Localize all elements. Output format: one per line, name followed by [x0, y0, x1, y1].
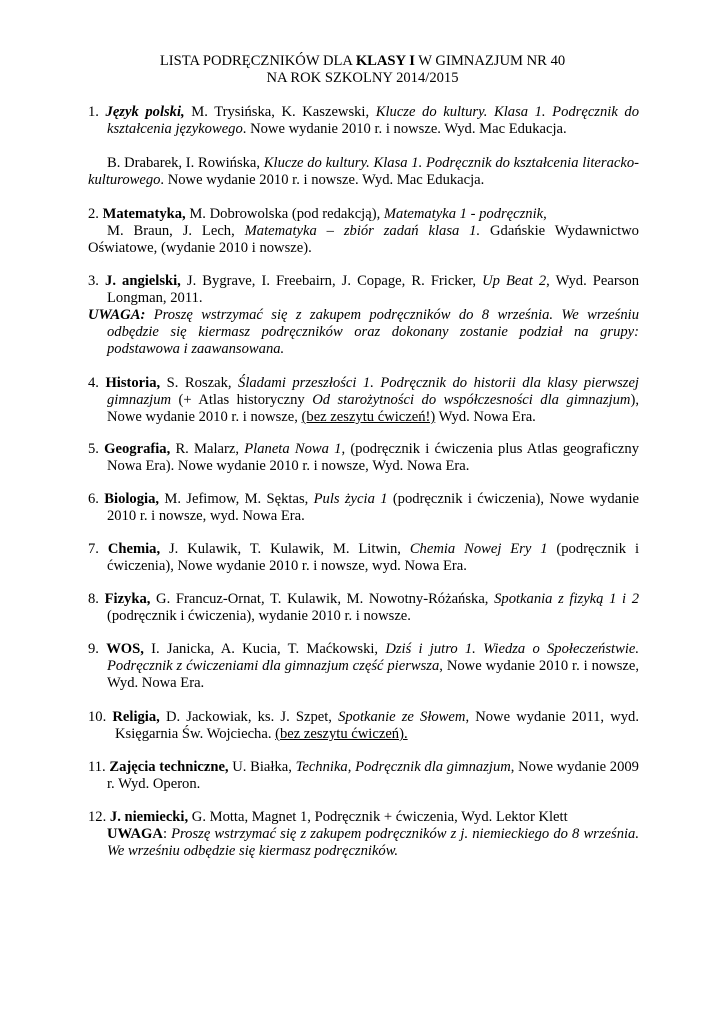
book-title: Klucze do kultury. Klasa 1. Podręcznik do kształcenia literacko-kulturowego [88, 155, 639, 188]
entry-niemiecki-note [88, 826, 639, 860]
atlas-title: Od starożytności do współczesności dla gimnazjum [312, 392, 631, 408]
authors: R. Malarz, [170, 441, 245, 457]
item-number: 10. [88, 709, 113, 725]
publication-info: , Nowe wydanie 2010 r. i nowsze, Wyd. Nowa Era. [107, 658, 639, 691]
entry-zajecia [88, 759, 639, 793]
item-number: 7. [88, 541, 108, 557]
book-title: Matematyka – zbiór zadań klasa 1. [244, 223, 481, 239]
entry-polski-part1 [88, 104, 639, 138]
item-number: 8. [88, 591, 105, 607]
entry-matematyka-part2 [88, 223, 639, 257]
item-number: 5. [88, 441, 105, 457]
item-number: 1. [88, 104, 106, 120]
subject-name: J. niemiecki, [109, 809, 189, 825]
entry-polski-part2 [88, 155, 639, 189]
authors: B. Drabarek, I. Rowińska, [107, 155, 264, 171]
subject-name: Religia, [112, 709, 160, 725]
publication-info: Gdańskie Wydawnictwo Oświatowe, (wydanie 2010 i nowsze). [88, 223, 639, 256]
publisher: Wyd. Nowa Era. [435, 409, 536, 425]
subject-name: Zajęcia techniczne, [109, 759, 229, 775]
entry-biologia-main [88, 491, 639, 525]
book-title: Dziś i jutro 1. Wiedza o Społeczeństwie. Podręcznik z ćwiczeniami dla gimnazjum część pierwsza [107, 641, 640, 674]
title-class-bold: KLASY I [355, 53, 415, 69]
authors: M. Trysińska, K. Kaszewski, [184, 104, 376, 120]
publication-info: (podręcznik i ćwiczenia), Nowe wydanie 2010 r. i nowsze, wyd. Nowa Era. [107, 541, 640, 574]
authors: J. Kulawik, T. Kulawik, M. Litwin, [160, 541, 410, 557]
book-title: Spotkania z fizyką 1 i 2 [494, 591, 640, 607]
subject-name: Matematyka, [102, 206, 186, 222]
book-title: Klucze do kultury. Klasa 1. Podręcznik do kształcenia językowego [107, 104, 639, 137]
entry-angielski-note [88, 307, 639, 358]
entry-polski [88, 104, 639, 189]
note-text: Proszę wstrzymać się z zakupem podręczników do 8 września. We wrześniu odbędzie się kiermasz podręczników oraz dokonany zostanie podział na grupy: podstawowa i zaawansowana. [107, 307, 639, 357]
entry-religia [88, 709, 639, 743]
authors: U. Białka, [228, 759, 296, 775]
subject-name: Geografia, [104, 441, 171, 457]
publication-info: , Nowe wydanie 2009 r. Wyd. Operon. [107, 759, 639, 792]
book-title: Up Beat 2 [482, 273, 547, 289]
authors: M. Braun, J. Lech, [107, 223, 245, 239]
title-line-2: NA ROK SZKOLNY 2014/2015 [266, 70, 459, 86]
publication-info: , Wyd. Pearson Longman, 2011. [107, 273, 639, 306]
publication-info: (podręcznik i ćwiczenia), wydanie 2010 r. i nowsze. [107, 608, 411, 624]
authors: I. Janicka, A. Kucia, T. Maćkowski, [143, 641, 386, 657]
no-workbook-note: (bez zeszytu ćwiczeń). [275, 726, 408, 742]
entry-angielski [88, 273, 639, 358]
book-title: Puls życia 1 [313, 491, 388, 507]
publication-info: . Nowe wydanie 2010 r. i nowsze. Wyd. Mac Edukacja. [242, 121, 567, 137]
title-text: LISTA PODRĘCZNIKÓW DLA [159, 53, 356, 69]
no-workbook-note: (bez zeszytu ćwiczeń!) [301, 409, 436, 425]
authors: M. Dobrowolska (pod redakcją), [185, 206, 384, 222]
note-label: UWAGA: [88, 307, 146, 323]
entry-biologia [88, 491, 639, 525]
atlas-prefix: (+ Atlas historyczny [171, 392, 313, 408]
publication-info: G. Motta, Magnet 1, Podręcznik + ćwiczenia, Wyd. Lektor Klett [188, 809, 568, 825]
entry-niemiecki-main [88, 809, 639, 826]
entry-chemia-main [88, 541, 639, 575]
subject-name: Historia, [105, 375, 161, 391]
item-number: 12. [88, 809, 110, 825]
publication-info: , Nowe wydanie 2011, wyd. Księgarnia Św. Wojciecha. [115, 709, 639, 742]
item-number: 9. [88, 641, 107, 657]
entry-religia-main [88, 709, 639, 743]
authors: M. Jefimow, M. Sęktas, [159, 491, 314, 507]
subject-name: WOS, [106, 641, 144, 657]
entry-historia-main [88, 375, 639, 426]
publication-info: , [543, 206, 547, 222]
note-label: UWAGA [107, 826, 163, 842]
entry-niemiecki [88, 809, 639, 860]
book-title: Śladami przeszłości 1. Podręcznik do historii dla klasy pierwszej gimnazjum [107, 375, 639, 408]
item-number: 11. [88, 759, 110, 775]
authors: D. Jackowiak, ks. J. Szpet, [159, 709, 339, 725]
entry-wos [88, 641, 639, 692]
entry-matematyka [88, 206, 639, 257]
item-number: 3. [88, 273, 106, 289]
subject-name: Język polski, [105, 104, 185, 120]
note-colon: : [162, 826, 172, 842]
subject-name: Chemia, [107, 541, 161, 557]
subject-name: Fizyka, [104, 591, 151, 607]
entry-wos-main [88, 641, 639, 692]
subject-name: J. angielski, [105, 273, 181, 289]
authors: S. Roszak, [160, 375, 239, 391]
item-number: 2. [88, 206, 103, 222]
book-title: Technika, Podręcznik dla gimnazjum [295, 759, 511, 775]
entry-geografia [88, 441, 639, 475]
entry-angielski-main [88, 273, 639, 307]
entry-fizyka [88, 591, 639, 625]
item-number: 6. [88, 491, 105, 507]
item-number: 4. [88, 375, 106, 391]
book-title: Chemia Nowej Ery 1 [409, 541, 548, 557]
entry-geografia-main [88, 441, 639, 475]
document-title [0, 53, 725, 87]
authors: J. Bygrave, I. Freebairn, J. Copage, R. Fricker, [180, 273, 483, 289]
entry-matematyka-part1 [88, 206, 639, 223]
publication-info: , (podręcznik i ćwiczenia plus Atlas geograficzny Nowa Era). Nowe wydanie 2010 r. i nowsze, Wyd. Nowa Era. [107, 441, 639, 474]
book-title: Planeta Nowa 1 [244, 441, 342, 457]
subject-name: Biologia, [104, 491, 160, 507]
entry-historia [88, 375, 639, 426]
publication-info: . Nowe wydanie 2010 r. i nowsze. Wyd. Mac Edukacja. [160, 172, 485, 188]
publication-info: ), Nowe wydanie 2010 r. i nowsze, [107, 392, 639, 425]
entry-chemia [88, 541, 639, 575]
publication-info: (podręcznik i ćwiczenia), Nowe wydanie 2010 r. i nowsze, wyd. Nowa Era. [107, 491, 640, 524]
title-line-1 [0, 53, 725, 70]
title-school: W GIMNAZJUM NR 40 [414, 53, 566, 69]
note-text: Proszę wstrzymać się z zakupem podręczników z j. niemieckiego do 8 września. We wrześniu odbędzie się kiermasz podręczników. [107, 826, 639, 859]
entry-zajecia-main [88, 759, 639, 793]
authors: G. Francuz-Ornat, T. Kulawik, M. Nowotny-Różańska, [150, 591, 495, 607]
entry-fizyka-main [88, 591, 639, 625]
book-title: Spotkanie ze Słowem [338, 709, 466, 725]
book-title: Matematyka 1 - podręcznik [383, 206, 544, 222]
